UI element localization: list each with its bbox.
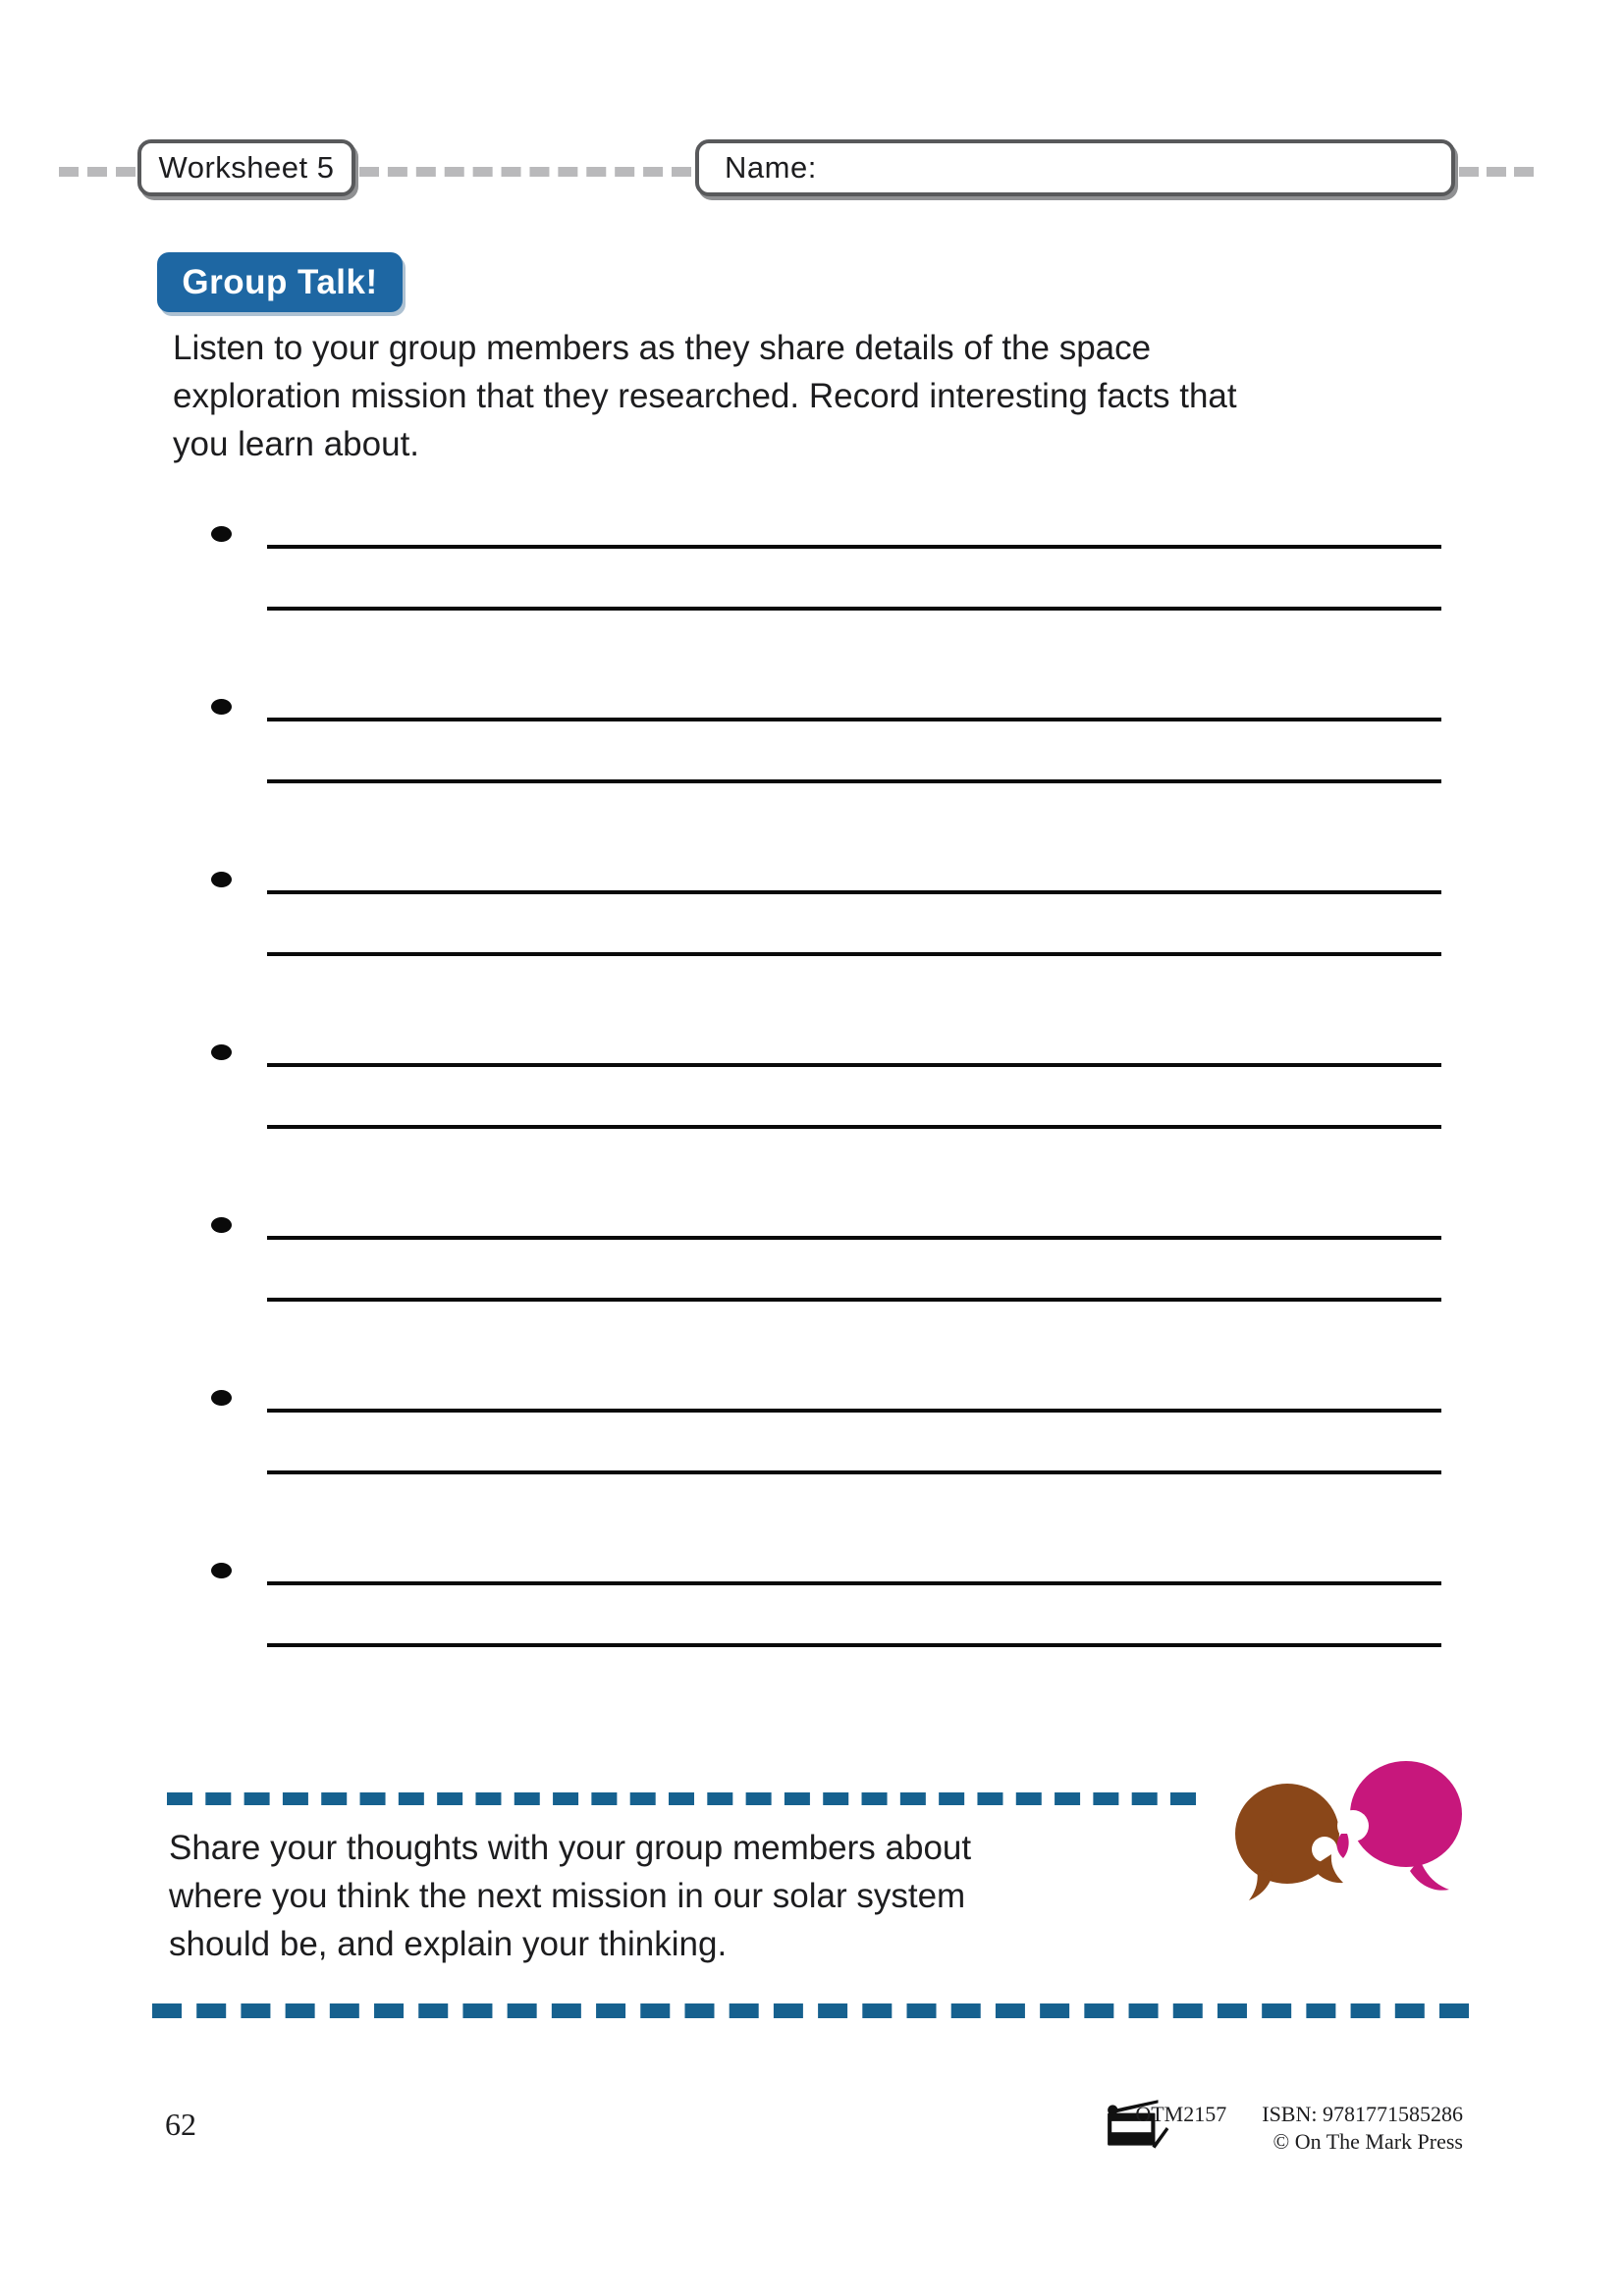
fact-item: [0, 1557, 1624, 1730]
dashed-connector-middle: [359, 167, 691, 177]
share-prompt-line: where you think the next mission in our solar system: [169, 1877, 966, 1915]
worksheet-number-label: Worksheet 5: [158, 150, 335, 185]
write-line[interactable]: [267, 952, 1441, 956]
bullet-dot: [211, 1217, 232, 1233]
instructions-text: [173, 324, 1449, 468]
write-line[interactable]: [267, 1643, 1441, 1647]
write-line[interactable]: [267, 1409, 1441, 1413]
dashed-separator-bottom: [152, 2003, 1469, 2018]
share-prompt-line: should be, and explain your thinking.: [169, 1925, 728, 1963]
fact-item: [0, 693, 1624, 866]
write-line[interactable]: [267, 1470, 1441, 1474]
bullet-dot: [211, 1390, 232, 1406]
bullet-dot: [211, 526, 232, 542]
write-line[interactable]: [267, 1236, 1441, 1240]
share-prompt-line: Share your thoughts with your group members about: [169, 1829, 972, 1867]
isbn-text: ISBN: 9781771585286: [1262, 2102, 1463, 2126]
dashed-separator-top: [167, 1792, 1196, 1805]
page-number: 62: [165, 2107, 196, 2142]
write-line[interactable]: [267, 1298, 1441, 1302]
write-line[interactable]: [267, 1581, 1441, 1585]
fact-item: [0, 1384, 1624, 1557]
write-line[interactable]: [267, 1063, 1441, 1067]
dashed-connector-right: [1459, 167, 1534, 177]
instructions-line: exploration mission that they researched. Record interesting facts that: [173, 377, 1237, 415]
write-line[interactable]: [267, 607, 1441, 611]
write-line[interactable]: [267, 1125, 1441, 1129]
write-line[interactable]: [267, 545, 1441, 549]
dashed-connector-left: [59, 167, 135, 177]
group-talk-badge-label: Group Talk!: [182, 262, 378, 301]
brown-speech-bubble-icon: [1235, 1784, 1343, 1900]
fact-item: [0, 520, 1624, 693]
copyright-text: © On The Mark Press: [1272, 2129, 1463, 2154]
fact-item: [0, 1039, 1624, 1211]
name-field-box: [695, 139, 1455, 196]
fact-item: [0, 1211, 1624, 1384]
catalog-code: OTM2157: [1135, 2102, 1227, 2126]
bullet-dot: [211, 872, 232, 887]
bullet-dot: [211, 699, 232, 715]
speech-bubbles-icon: [1229, 1759, 1475, 1916]
instructions-line: Listen to your group members as they share details of the space: [173, 329, 1152, 367]
bullet-dot: [211, 1044, 232, 1060]
write-line[interactable]: [267, 779, 1441, 783]
group-talk-badge: [157, 252, 403, 312]
worksheet-number-box: [137, 139, 355, 196]
write-line[interactable]: [267, 718, 1441, 721]
publisher-info: [1135, 2101, 1463, 2156]
fact-item: [0, 866, 1624, 1039]
share-prompt-text: [169, 1824, 1249, 1968]
instructions-line: you learn about.: [173, 425, 420, 463]
name-input-area[interactable]: [817, 143, 1451, 192]
bullet-dot: [211, 1563, 232, 1578]
facts-list: [0, 520, 1624, 1728]
write-line[interactable]: [267, 890, 1441, 894]
pink-speech-bubble-icon: [1337, 1761, 1462, 1891]
name-label: Name:: [725, 150, 817, 185]
